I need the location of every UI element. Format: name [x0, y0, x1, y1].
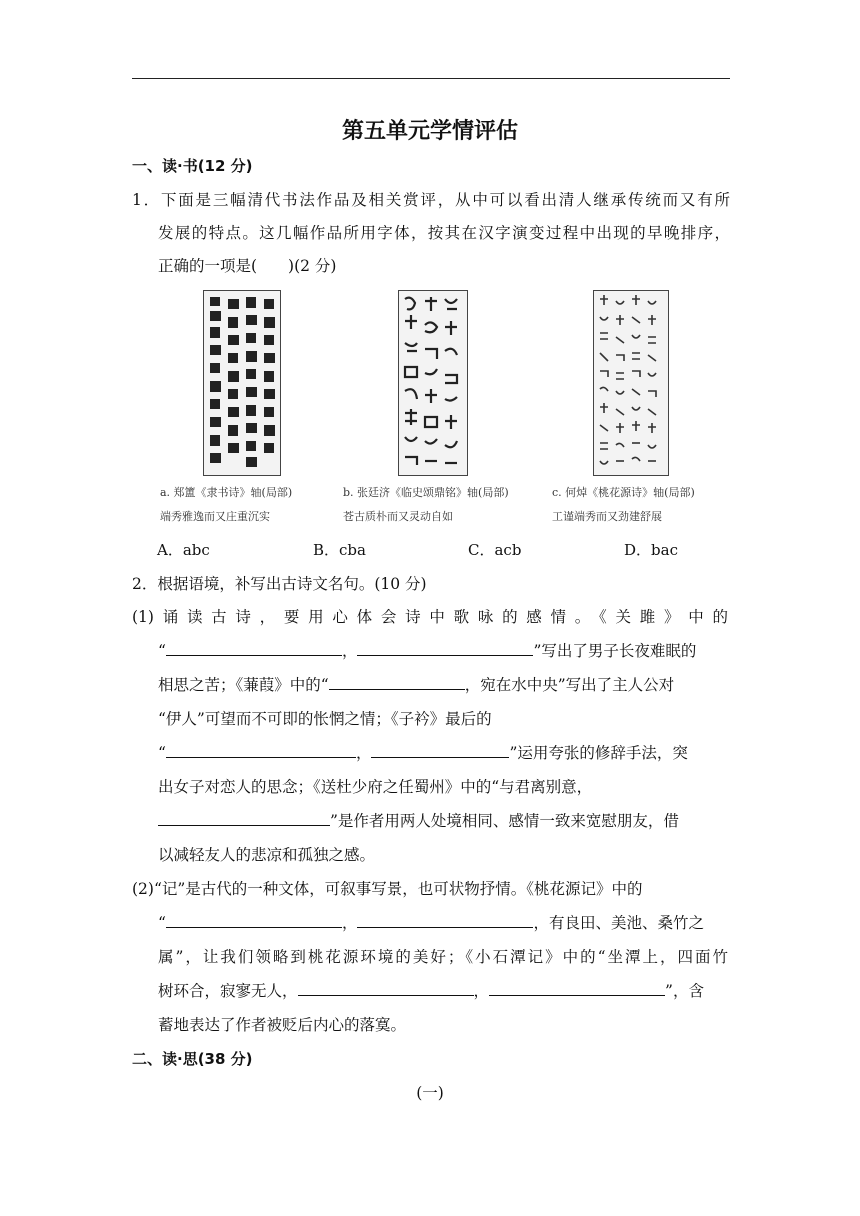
- q2-part1-line-3: [158, 675, 674, 695]
- comma: ，: [473, 982, 490, 1000]
- answer-blank[interactable]: [166, 913, 342, 928]
- q1-option-a[interactable]: A．abc: [157, 541, 210, 559]
- figure-a-caption: a. 郑簠《隶书诗》轴(局部): [160, 486, 293, 499]
- answer-blank[interactable]: [329, 675, 465, 690]
- text-segment: ”，含: [665, 982, 704, 1000]
- q2-part1-line-7: [158, 811, 679, 831]
- answer-blank[interactable]: [166, 743, 356, 758]
- q2-part1-line-6: 出女子对恋人的思念；《送杜少府之任蜀州》中的“与君离别意，: [158, 778, 593, 796]
- q1-line-2: 发展的特点。这几幅作品所用字体，按其在汉字演变过程中出现的早晚排序，: [158, 224, 730, 242]
- q1-option-d[interactable]: D．bac: [624, 541, 678, 559]
- answer-blank[interactable]: [166, 641, 342, 656]
- section-2-heading: 二、读·思(38 分): [132, 1050, 253, 1068]
- q1-line-1: 1．下面是三幅清代书法作品及相关赏评，从中可以看出清人继承传统而又有所: [132, 191, 730, 209]
- q1-line-3: 正确的一项是( )(2 分): [158, 257, 337, 275]
- page-title: 第五单元学情评估: [341, 119, 518, 144]
- figure-b-caption: b. 张廷济《临史颂鼎铭》轴(局部): [343, 486, 509, 499]
- calligraphy-image-c: [593, 290, 669, 476]
- q2-part1-line-2: [158, 641, 696, 661]
- text-segment: 相思之苦；《蒹葭》中的“: [158, 676, 329, 694]
- text-segment: ，宛在水中央”写出了主人公对: [464, 676, 675, 694]
- q1-option-b[interactable]: B．cba: [313, 541, 366, 559]
- q2-part2-line-3: 属”，让我们领略到桃花源环境的美好；《小石潭记》中的“坐潭上，四面竹: [158, 948, 728, 966]
- answer-blank[interactable]: [298, 981, 474, 996]
- calligraphy-image-b: [398, 290, 468, 476]
- header-rule: [132, 78, 730, 79]
- quote-mark: “: [158, 914, 166, 932]
- answer-blank[interactable]: [371, 743, 509, 758]
- comma: ，: [341, 914, 358, 932]
- figure-b-comment: 苍古质朴而又灵动自如: [343, 510, 453, 523]
- quote-mark: “: [158, 744, 166, 762]
- answer-blank[interactable]: [357, 913, 533, 928]
- q2-part1-line-4: “伊人”可望而不可即的怅惘之情；《子衿》最后的: [158, 710, 492, 728]
- q2-part2-line-5: 蓄地表达了作者被贬后内心的落寞。: [158, 1016, 407, 1034]
- q1-option-c[interactable]: C．acb: [468, 541, 522, 559]
- section-1-heading: 一、读·书(12 分): [132, 157, 253, 175]
- q2-part1-line-1: (1)诵读古诗，要用心体会诗中歌咏的感情。《关雎》中的: [132, 608, 728, 626]
- q2-part1-line-8: 以减轻友人的悲凉和孤独之感。: [158, 846, 376, 864]
- q2-part1-line-5: [158, 743, 688, 763]
- figure-c-comment: 工谨端秀而又劲建舒展: [552, 510, 662, 523]
- text-segment: ”写出了男子长夜难眠的: [533, 642, 697, 660]
- q2-part2-line-1: (2)“记”是古代的一种文体，可叙事写景，也可状物抒情。《桃花源记》中的: [132, 880, 643, 898]
- figure-a-comment: 端秀雅逸而又庄重沉实: [160, 510, 270, 523]
- figure-c-caption: c. 何焯《桃花源诗》轴(局部): [552, 486, 695, 499]
- calligraphy-image-a: [203, 290, 281, 476]
- comma: ，: [355, 744, 372, 762]
- quote-mark: “: [158, 642, 166, 660]
- text-segment: 树环合，寂寥无人，: [158, 982, 298, 1000]
- q2-part2-line-2: [158, 913, 704, 933]
- text-segment: ，有良田、美池、桑竹之: [533, 914, 704, 932]
- answer-blank[interactable]: [357, 641, 533, 656]
- answer-blank[interactable]: [489, 981, 665, 996]
- text-segment: ”是作者用两人处境相同、感情一致来宽慰朋友，借: [330, 812, 679, 830]
- q2-stem: 2．根据语境，补写出古诗文名句。(10 分): [132, 575, 427, 593]
- q2-part2-line-4: [158, 981, 704, 1001]
- text-segment: ”运用夸张的修辞手法，突: [509, 744, 688, 762]
- part-heading: (一): [416, 1084, 444, 1102]
- comma: ，: [341, 642, 358, 660]
- answer-blank[interactable]: [158, 811, 330, 826]
